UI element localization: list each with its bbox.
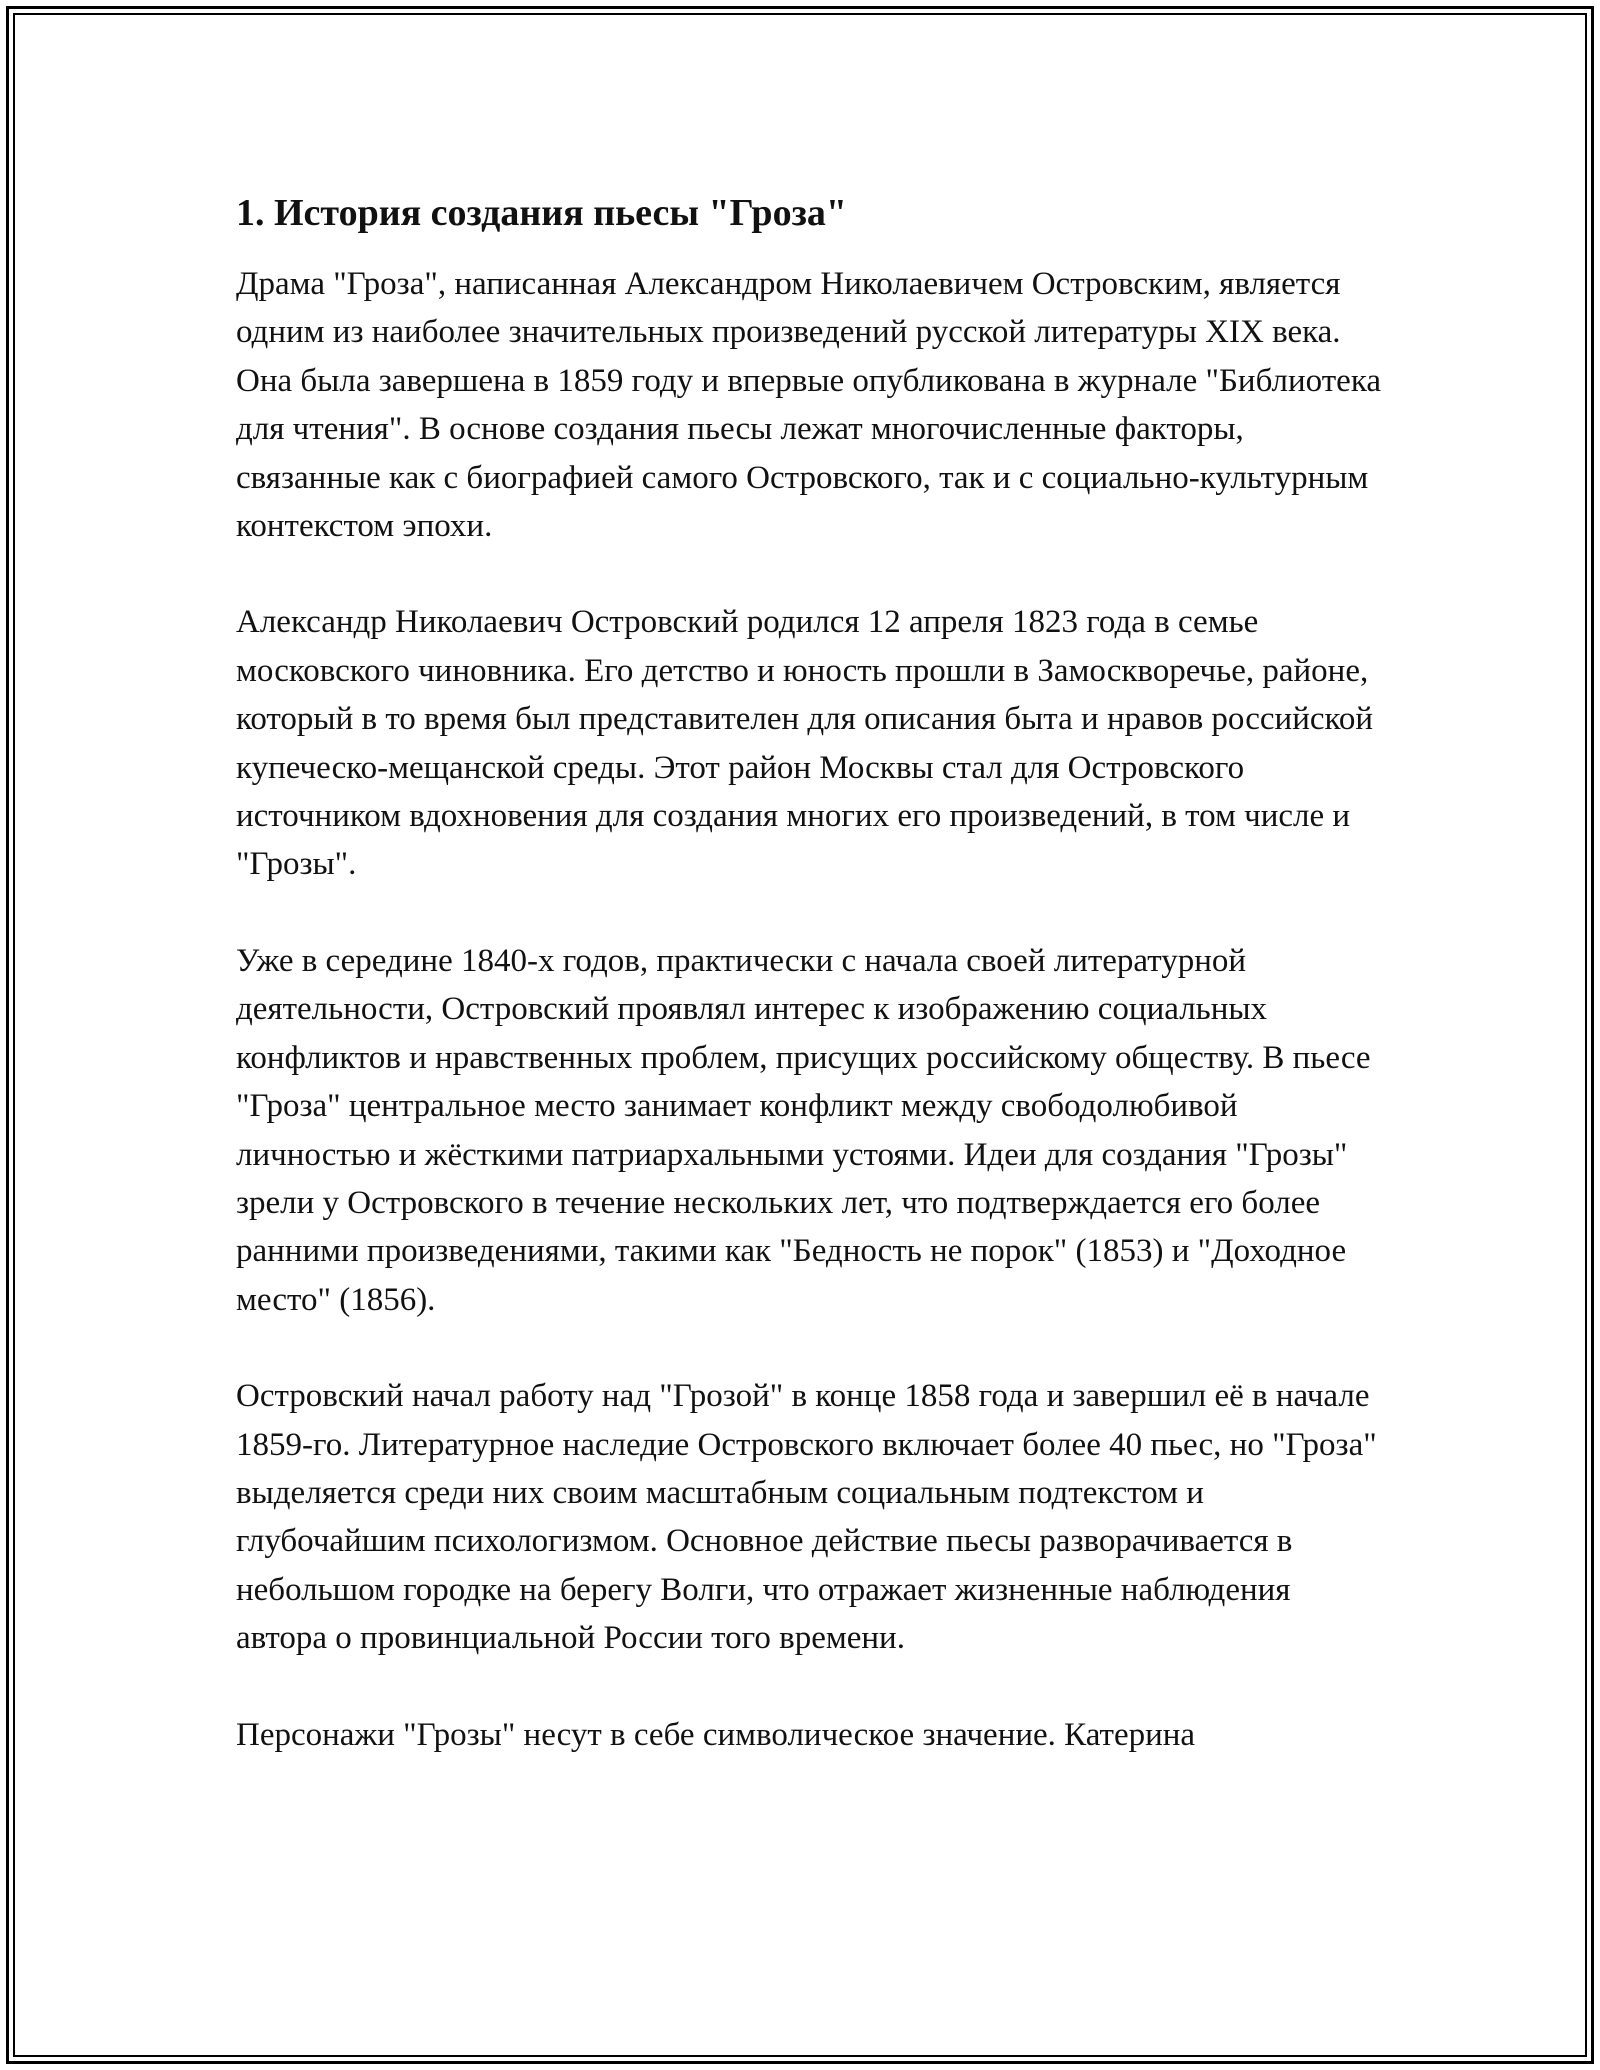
paragraph-5: Персонажи "Грозы" несут в себе символическое значение. Катерина bbox=[236, 1716, 1196, 1753]
paragraph-4: Островский начал работу над "Грозой" в конце 1858 года и завершил её в начале 1859-го. Литературное наследие Островского включает более 40 пьес, но "Гроза" выделяется среди них своим масштабным социальным подтекстом и глубочайшим психологизмом. Основное действие пьесы разворачивается в небольшом городке на берегу Волги, что отражает жизненные наблюдения автора о провинциальной России того времени. bbox=[236, 1378, 1377, 1657]
paragraph-2: Александр Николаевич Островский родился 12 апреля 1823 года в семье московского чиновника. Его детство и юность прошли в Замоскворечье, районе, который в то время был представителен для описания быта и нравов российской купеческо-мещанской среды. Этот район Москвы стал для Островского источником вдохновения для создания многих его произведений, в том числе и "Грозы". bbox=[236, 604, 1374, 883]
paragraph-3: Уже в середине 1840-х годов, практически с начала своей литературной деятельности, Островский проявлял интерес к изображению социальных конфликтов и нравственных проблем, присущих российскому обществу. В пьесе "Гроза" центральное место занимает конфликт между свободолюбивой личностью и жёсткими патриархальными устоями. Идеи для создания "Грозы" зрели у Островского в течение нескольких лет, что подтверждается его более ранними произведениями, такими как "Бедность не порок" (1853) и "Доходное место" (1856). bbox=[236, 942, 1371, 1318]
section-title: 1. История создания пьесы "Гроза" bbox=[236, 192, 847, 234]
document-body bbox=[236, 188, 1386, 1807]
paragraph-1: Драма "Гроза", написанная Александром Николаевичем Островским, является одним из наиболее значительных произведений русской литературы XIX века. Она была завершена в 1859 году и впервые опубликована в журнале "Библиотека для чтения". В основе создания пьесы лежат многочисленные факторы, связанные как с биографией самого Островского, так и с социально-культурным контекстом эпохи. bbox=[236, 266, 1381, 545]
